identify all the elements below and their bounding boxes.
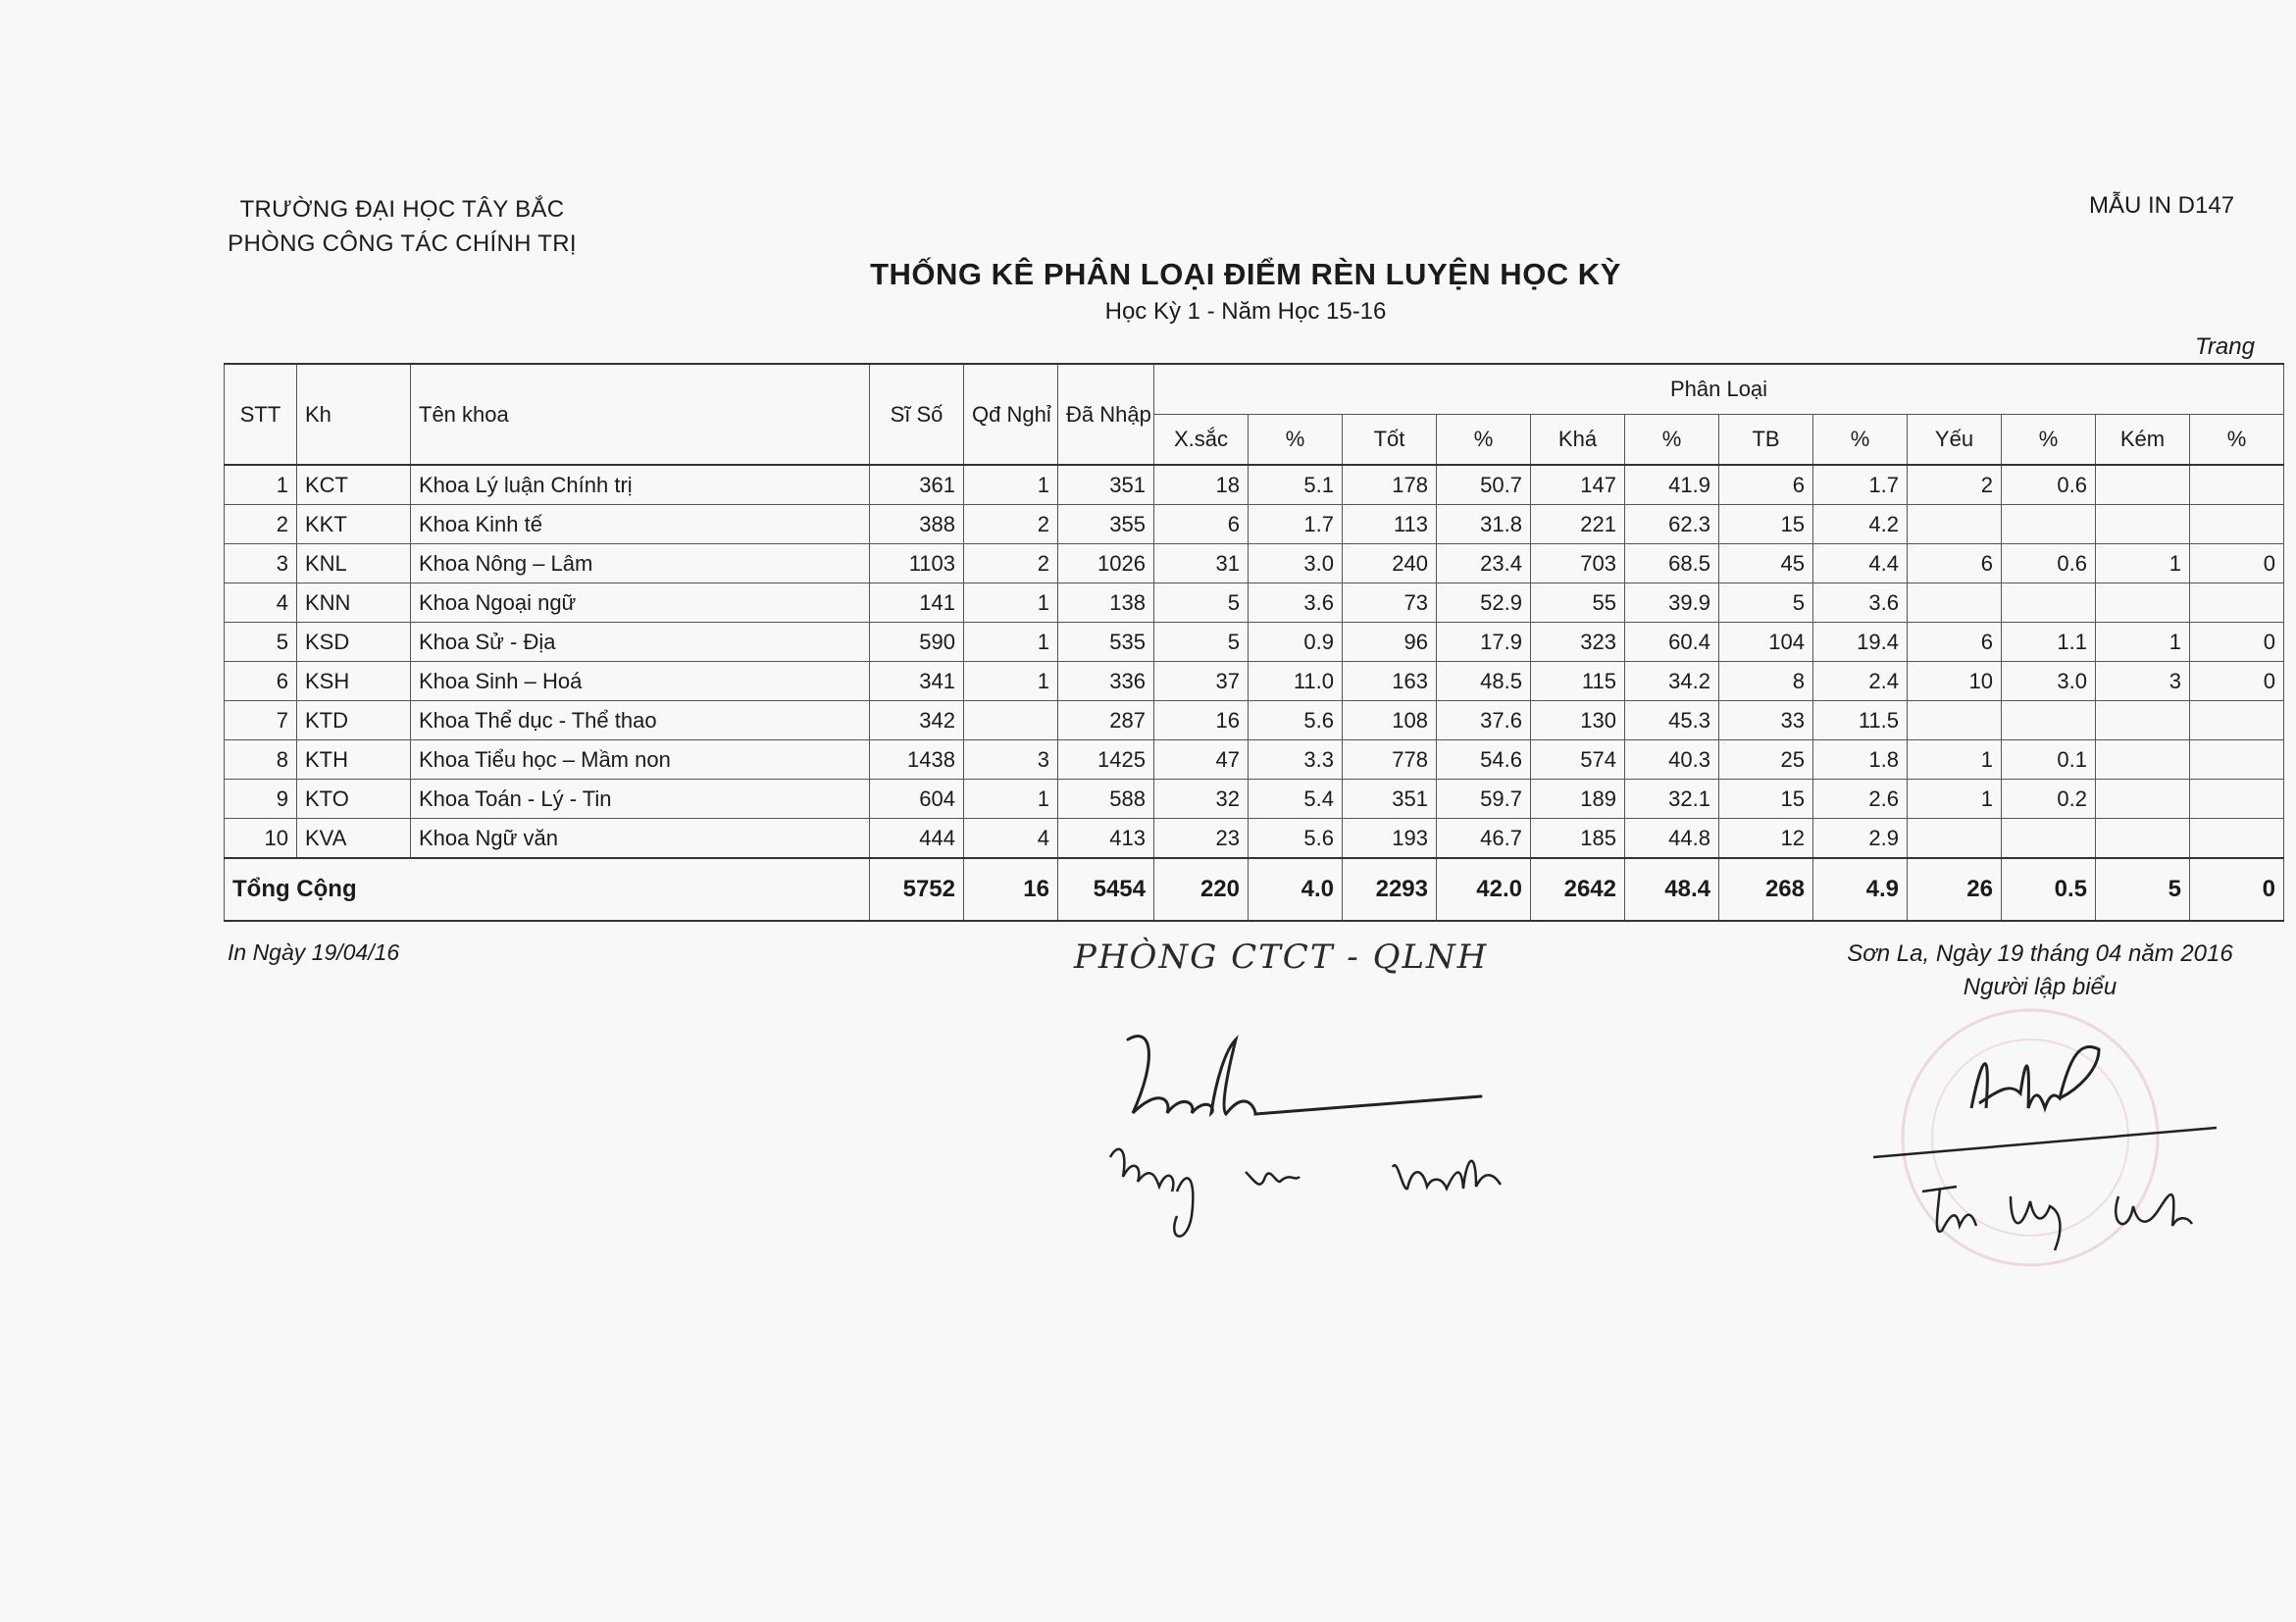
cell-xs: 47 (1154, 740, 1249, 780)
cell-kem-p (2190, 819, 2284, 859)
cell-stt: 6 (225, 662, 297, 701)
cell-si-so: 388 (870, 505, 964, 544)
cell-tb: 33 (1719, 701, 1813, 740)
cell-nhap: 1425 (1058, 740, 1154, 780)
cell-xs: 6 (1154, 505, 1249, 544)
cell-tb: 104 (1719, 623, 1813, 662)
cell-kem (2096, 780, 2190, 819)
cell-tot: 351 (1343, 780, 1437, 819)
cell-yeu-p (2002, 505, 2096, 544)
col-header-kem: Kém (2096, 415, 2190, 466)
cell-kha: 130 (1531, 701, 1625, 740)
cell-qd: 1 (964, 662, 1058, 701)
cell-si-so: 1438 (870, 740, 964, 780)
cell-qd: 1 (964, 583, 1058, 623)
cell-yeu-p: 0.1 (2002, 740, 2096, 780)
cell-yeu: 6 (1908, 623, 2002, 662)
place-date-block (1824, 938, 2256, 1004)
cell-tb: 15 (1719, 780, 1813, 819)
cell-stt: 5 (225, 623, 297, 662)
cell-yeu: 10 (1908, 662, 2002, 701)
cell-nhap: 287 (1058, 701, 1154, 740)
col-header-tot-pct: % (1437, 415, 1531, 466)
cell-tb-p: 19.4 (1813, 623, 1908, 662)
cell-kha: 55 (1531, 583, 1625, 623)
cell-tb: 12 (1719, 819, 1813, 859)
cell-kh: KNL (297, 544, 411, 583)
cell-tot: 240 (1343, 544, 1437, 583)
col-header-yeu-pct: % (2002, 415, 2096, 466)
cell-stt: 3 (225, 544, 297, 583)
cell-nhap: 351 (1058, 465, 1154, 505)
cell-xs: 37 (1154, 662, 1249, 701)
col-header-si-so: Sĩ Số (870, 364, 964, 465)
cell-kem: 1 (2096, 544, 2190, 583)
cell-ten: Khoa Nông – Lâm (411, 544, 870, 583)
cell-yeu-p: 3.0 (2002, 662, 2096, 701)
cell-yeu (1908, 819, 2002, 859)
cell-qd: 2 (964, 505, 1058, 544)
department-handwritten-label: PHÒNG CTCT - QLNH (1074, 938, 1489, 977)
cell-ten: Khoa Ngoại ngữ (411, 583, 870, 623)
cell-yeu (1908, 505, 2002, 544)
col-header-kha-pct: % (1625, 415, 1719, 466)
total-row (225, 858, 2284, 921)
print-date: In Ngày 19/04/16 (228, 939, 400, 965)
cell-yeu: 1 (1908, 780, 2002, 819)
cell-si-so: 141 (870, 583, 964, 623)
department-name: PHÒNG CÔNG TÁC CHÍNH TRỊ (228, 230, 577, 257)
cell-kha-p: 40.3 (1625, 740, 1719, 780)
cell-tb-p: 1.7 (1813, 465, 1908, 505)
cell-xs: 5 (1154, 583, 1249, 623)
cell-yeu-p (2002, 583, 2096, 623)
cell-kem-p: 0 (2190, 623, 2284, 662)
cell-xs: 32 (1154, 780, 1249, 819)
cell-xs-p: 1.7 (1249, 505, 1343, 544)
page-title: THỐNG KÊ PHÂN LOẠI ĐIỂM RÈN LUYỆN HỌC KỲ (870, 257, 1621, 291)
cell-xs-p: 3.6 (1249, 583, 1343, 623)
cell-yeu: 1 (1908, 740, 2002, 780)
cell-si-so: 342 (870, 701, 964, 740)
signature-left-scribble (1098, 1020, 1510, 1255)
cell-xs: 31 (1154, 544, 1249, 583)
cell-tot-p: 46.7 (1437, 819, 1531, 859)
cell-tot-p: 17.9 (1437, 623, 1531, 662)
col-header-tb-pct: % (1813, 415, 1908, 466)
cell-tot: 778 (1343, 740, 1437, 780)
cell-nhap: 588 (1058, 780, 1154, 819)
table-row (225, 819, 2284, 859)
table-row (225, 780, 2284, 819)
cell-kem (2096, 740, 2190, 780)
cell-qd: 4 (964, 819, 1058, 859)
cell-tot-p: 59.7 (1437, 780, 1531, 819)
cell-xs-p: 5.6 (1249, 701, 1343, 740)
cell-yeu: 6 (1908, 544, 2002, 583)
cell-tot: 163 (1343, 662, 1437, 701)
cell-xs-p: 5.4 (1249, 780, 1343, 819)
total-xsac-pct: 4.0 (1249, 858, 1343, 921)
cell-yeu (1908, 583, 2002, 623)
cell-xs: 18 (1154, 465, 1249, 505)
cell-kha-p: 60.4 (1625, 623, 1719, 662)
signature-left (1098, 1020, 1510, 1255)
table-row (225, 544, 2284, 583)
cell-kem-p (2190, 740, 2284, 780)
cell-kha: 185 (1531, 819, 1625, 859)
cell-xs: 5 (1154, 623, 1249, 662)
cell-kem-p (2190, 701, 2284, 740)
cell-kh: KSH (297, 662, 411, 701)
cell-tot-p: 31.8 (1437, 505, 1531, 544)
cell-kha: 703 (1531, 544, 1625, 583)
cell-tb-p: 3.6 (1813, 583, 1908, 623)
total-yeu-pct: 0.5 (2002, 858, 2096, 921)
total-kem: 5 (2096, 858, 2190, 921)
total-tb-pct: 4.9 (1813, 858, 1908, 921)
cell-kh: KTO (297, 780, 411, 819)
cell-tot-p: 37.6 (1437, 701, 1531, 740)
cell-stt: 4 (225, 583, 297, 623)
col-header-ten-khoa: Tên khoa (411, 364, 870, 465)
org-header (226, 192, 579, 261)
cell-kha-p: 45.3 (1625, 701, 1719, 740)
cell-kem-p (2190, 583, 2284, 623)
cell-tb: 6 (1719, 465, 1813, 505)
total-da-nhap: 5454 (1058, 858, 1154, 921)
cell-si-so: 590 (870, 623, 964, 662)
cell-si-so: 604 (870, 780, 964, 819)
preparer-label: Người lập biểu (1963, 974, 2117, 1000)
cell-stt: 2 (225, 505, 297, 544)
cell-tb: 15 (1719, 505, 1813, 544)
stats-table-container (224, 363, 2276, 922)
table-row (225, 465, 2284, 505)
cell-yeu-p: 1.1 (2002, 623, 2096, 662)
col-header-phan-loai: Phân Loại (1154, 364, 2284, 415)
cell-nhap: 138 (1058, 583, 1154, 623)
cell-tot-p: 54.6 (1437, 740, 1531, 780)
cell-qd: 1 (964, 623, 1058, 662)
cell-nhap: 355 (1058, 505, 1154, 544)
cell-kha: 147 (1531, 465, 1625, 505)
cell-tot: 178 (1343, 465, 1437, 505)
form-code: MẪU IN D147 (2089, 192, 2235, 219)
cell-nhap: 413 (1058, 819, 1154, 859)
cell-si-so: 361 (870, 465, 964, 505)
cell-kha-p: 68.5 (1625, 544, 1719, 583)
cell-yeu-p (2002, 701, 2096, 740)
cell-tb: 5 (1719, 583, 1813, 623)
cell-xs: 16 (1154, 701, 1249, 740)
cell-yeu (1908, 701, 2002, 740)
col-header-tb: TB (1719, 415, 1813, 466)
cell-kem: 1 (2096, 623, 2190, 662)
cell-yeu-p (2002, 819, 2096, 859)
table-row (225, 583, 2284, 623)
col-header-stt: STT (225, 364, 297, 465)
cell-ten: Khoa Toán - Lý - Tin (411, 780, 870, 819)
signature-right (1863, 1000, 2256, 1285)
total-tot: 2293 (1343, 858, 1437, 921)
cell-yeu-p: 0.6 (2002, 544, 2096, 583)
total-si-so: 5752 (870, 858, 964, 921)
cell-ten: Khoa Lý luận Chính trị (411, 465, 870, 505)
cell-kha: 115 (1531, 662, 1625, 701)
cell-kha-p: 39.9 (1625, 583, 1719, 623)
stamp-outline (1903, 1010, 2158, 1265)
cell-ten: Khoa Thể dục - Thể thao (411, 701, 870, 740)
total-kem-pct: 0 (2190, 858, 2284, 921)
cell-xs: 23 (1154, 819, 1249, 859)
cell-tb-p: 4.2 (1813, 505, 1908, 544)
table-row (225, 740, 2284, 780)
cell-kha-p: 44.8 (1625, 819, 1719, 859)
cell-kem (2096, 465, 2190, 505)
cell-stt: 7 (225, 701, 297, 740)
cell-yeu-p: 0.6 (2002, 465, 2096, 505)
cell-tot: 113 (1343, 505, 1437, 544)
cell-tb: 45 (1719, 544, 1813, 583)
cell-kha: 574 (1531, 740, 1625, 780)
col-header-da-nhap: Đã Nhập (1058, 364, 1154, 465)
total-kha-pct: 48.4 (1625, 858, 1719, 921)
cell-kem (2096, 583, 2190, 623)
col-header-kh: Kh (297, 364, 411, 465)
cell-yeu: 2 (1908, 465, 2002, 505)
table-row (225, 623, 2284, 662)
cell-kha: 323 (1531, 623, 1625, 662)
cell-tot: 108 (1343, 701, 1437, 740)
place-date: Sơn La, Ngày 19 tháng 04 năm 2016 (1847, 940, 2233, 967)
cell-kha: 221 (1531, 505, 1625, 544)
cell-kem-p: 0 (2190, 544, 2284, 583)
cell-kh: KKT (297, 505, 411, 544)
total-tb: 268 (1719, 858, 1813, 921)
cell-kem (2096, 505, 2190, 544)
cell-tot-p: 23.4 (1437, 544, 1531, 583)
table-row (225, 505, 2284, 544)
cell-tb-p: 2.6 (1813, 780, 1908, 819)
cell-ten: Khoa Sinh – Hoá (411, 662, 870, 701)
cell-xs-p: 0.9 (1249, 623, 1343, 662)
cell-kha-p: 32.1 (1625, 780, 1719, 819)
cell-qd: 3 (964, 740, 1058, 780)
cell-tot: 193 (1343, 819, 1437, 859)
cell-kem (2096, 701, 2190, 740)
cell-nhap: 535 (1058, 623, 1154, 662)
cell-tb: 8 (1719, 662, 1813, 701)
cell-stt: 8 (225, 740, 297, 780)
cell-kh: KTD (297, 701, 411, 740)
cell-tb-p: 4.4 (1813, 544, 1908, 583)
university-name: TRƯỜNG ĐẠI HỌC TÂY BẮC (239, 196, 565, 223)
cell-nhap: 336 (1058, 662, 1154, 701)
cell-kem-p: 0 (2190, 662, 2284, 701)
total-tot-pct: 42.0 (1437, 858, 1531, 921)
cell-ten: Khoa Sử - Địa (411, 623, 870, 662)
cell-kha: 189 (1531, 780, 1625, 819)
cell-kh: KVA (297, 819, 411, 859)
cell-kem-p (2190, 780, 2284, 819)
cell-xs-p: 11.0 (1249, 662, 1343, 701)
total-xsac: 220 (1154, 858, 1249, 921)
cell-stt: 1 (225, 465, 297, 505)
table-row (225, 701, 2284, 740)
cell-xs-p: 3.0 (1249, 544, 1343, 583)
cell-kh: KSD (297, 623, 411, 662)
cell-qd: 1 (964, 780, 1058, 819)
col-header-yeu: Yếu (1908, 415, 2002, 466)
col-header-kem-pct: % (2190, 415, 2284, 466)
cell-tb-p: 1.8 (1813, 740, 1908, 780)
cell-nhap: 1026 (1058, 544, 1154, 583)
cell-kha-p: 62.3 (1625, 505, 1719, 544)
total-kha: 2642 (1531, 858, 1625, 921)
cell-qd: 2 (964, 544, 1058, 583)
stats-table (224, 363, 2284, 922)
cell-kem: 3 (2096, 662, 2190, 701)
cell-yeu-p: 0.2 (2002, 780, 2096, 819)
cell-tot-p: 52.9 (1437, 583, 1531, 623)
cell-qd (964, 701, 1058, 740)
cell-tot: 96 (1343, 623, 1437, 662)
table-row (225, 662, 2284, 701)
cell-ten: Khoa Tiểu học – Mầm non (411, 740, 870, 780)
cell-xs-p: 3.3 (1249, 740, 1343, 780)
cell-tot-p: 50.7 (1437, 465, 1531, 505)
total-qd-nghi: 16 (964, 858, 1058, 921)
col-header-xsac-pct: % (1249, 415, 1343, 466)
cell-tb-p: 2.4 (1813, 662, 1908, 701)
cell-kha-p: 34.2 (1625, 662, 1719, 701)
cell-tb-p: 11.5 (1813, 701, 1908, 740)
cell-kh: KCT (297, 465, 411, 505)
col-header-kha: Khá (1531, 415, 1625, 466)
table-body (225, 465, 2284, 858)
col-header-tot: Tốt (1343, 415, 1437, 466)
cell-si-so: 341 (870, 662, 964, 701)
cell-stt: 9 (225, 780, 297, 819)
cell-ten: Khoa Kinh tế (411, 505, 870, 544)
cell-stt: 10 (225, 819, 297, 859)
col-header-qd-nghi: Qđ Nghỉ (964, 364, 1058, 465)
cell-tot-p: 48.5 (1437, 662, 1531, 701)
cell-si-so: 1103 (870, 544, 964, 583)
cell-kem-p (2190, 465, 2284, 505)
cell-tot: 73 (1343, 583, 1437, 623)
cell-tb: 25 (1719, 740, 1813, 780)
col-header-xsac: X.sắc (1154, 415, 1249, 466)
cell-xs-p: 5.6 (1249, 819, 1343, 859)
cell-kha-p: 41.9 (1625, 465, 1719, 505)
total-label: Tổng Cộng (225, 858, 870, 921)
cell-xs-p: 5.1 (1249, 465, 1343, 505)
page-number-label: Trang (2195, 333, 2255, 360)
total-yeu: 26 (1908, 858, 2002, 921)
cell-si-so: 444 (870, 819, 964, 859)
cell-kh: KNN (297, 583, 411, 623)
cell-qd: 1 (964, 465, 1058, 505)
cell-tb-p: 2.9 (1813, 819, 1908, 859)
cell-ten: Khoa Ngữ văn (411, 819, 870, 859)
cell-kh: KTH (297, 740, 411, 780)
cell-kem-p (2190, 505, 2284, 544)
stamp-and-signature (1863, 1000, 2256, 1285)
page-subtitle: Học Kỳ 1 - Năm Học 15-16 (1104, 298, 1387, 325)
cell-kem (2096, 819, 2190, 859)
